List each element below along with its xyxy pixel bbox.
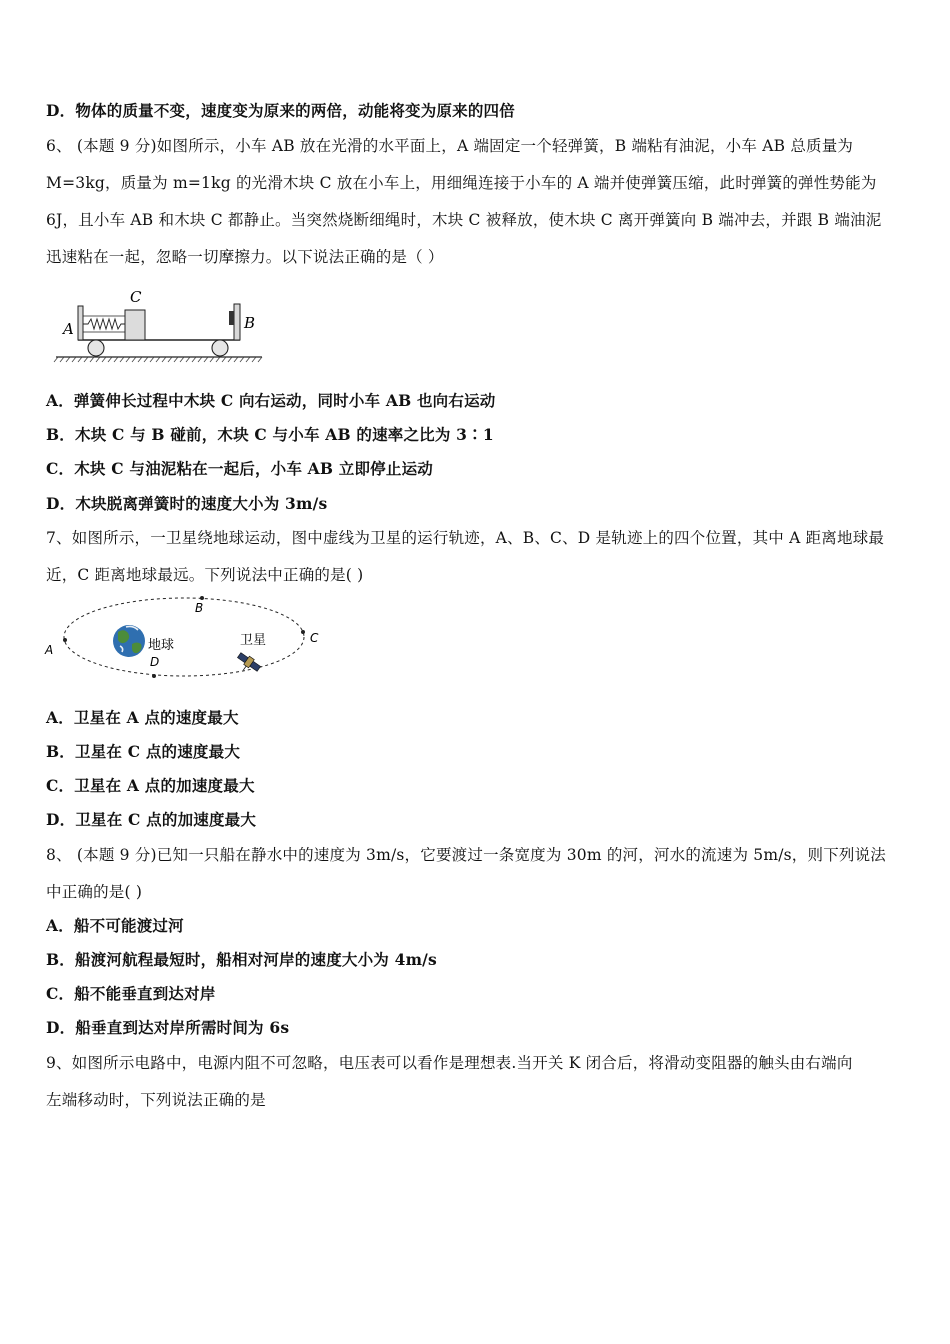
q7-figure-label-a: A	[45, 643, 54, 657]
q9-stem-line-1: 9、如图所示电路中，电源内阻不可忽略，电压表可以看作是理想表.当开关 K 闭合后，将滑动变阻器的触头由右端向	[46, 1054, 853, 1072]
q6-figure-label-b: B	[244, 314, 256, 332]
q6-stem-line-3: 6J，且小车 AB 和木块 C 都静止。当突然烧断细绳时，木块 C 被释放，使木块 C 离开弹簧向 B 端冲去，并跟 B 端油泥	[46, 211, 882, 229]
q6-option-a: A．弹簧伸长过程中木块 C 向右运动，同时小车 AB 也向右运动	[46, 391, 496, 410]
q6-stem-line-4: 迅速粘在一起，忽略一切摩擦力。以下说法正确的是（ ）	[46, 248, 444, 266]
q6-cart-spring-figure	[50, 284, 270, 364]
earth-icon	[113, 625, 145, 657]
q7-orbit-figure	[40, 594, 330, 686]
q7-stem-line-2: 近，C 距离地球最远。下列说法中正确的是( )	[46, 566, 364, 584]
q9-stem-line-2: 左端移动时，下列说法正确的是	[46, 1091, 266, 1109]
q8-option-c: C．船不能垂直到达对岸	[46, 984, 216, 1003]
q7-option-a: A．卫星在 A 点的速度最大	[46, 708, 239, 727]
q8-option-a: A．船不可能渡过河	[46, 916, 184, 935]
q7-figure-label-d: D	[150, 655, 160, 669]
q6-figure-label-a: A	[63, 320, 74, 338]
q6-option-d: D．木块脱离弹簧时的速度大小为 3m/s	[46, 494, 328, 513]
q6-stem-line-1: 6、 (本题 9 分)如图所示，小车 AB 放在光滑的水平面上，A 端固定一个轻弹簧，B 端粘有油泥，小车 AB 总质量为	[46, 137, 854, 155]
q7-option-c: C．卫星在 A 点的加速度最大	[46, 776, 255, 795]
q8-option-b: B．船渡河航程最短时，船相对河岸的速度大小为 4m/s	[46, 950, 437, 969]
satellite-icon	[233, 651, 261, 677]
q8-stem-line-2: 中正确的是( )	[46, 883, 143, 901]
q5-option-d: D．物体的质量不变，速度变为原来的两倍，动能将变为原来的四倍	[46, 101, 515, 120]
q8-stem-line-1: 8、 (本题 9 分)已知一只船在静水中的速度为 3m/s，它要渡过一条宽度为 30m 的河，河水的流速为 5m/s，则下列说法	[46, 846, 887, 864]
q6-option-b: B．木块 C 与 B 碰前，木块 C 与小车 AB 的速率之比为 3∶1	[46, 425, 494, 444]
q7-figure-satellite-label: 卫星	[240, 633, 267, 648]
q7-option-d: D．卫星在 C 点的加速度最大	[46, 810, 257, 829]
q7-figure-earth-label: 地球	[148, 638, 175, 653]
q7-figure-label-b: B	[195, 601, 204, 615]
q6-figure-label-c: C	[130, 288, 142, 306]
q6-option-c: C．木块 C 与油泥粘在一起后，小车 AB 立即停止运动	[46, 459, 433, 478]
q8-option-d: D．船垂直到达对岸所需时间为 6s	[46, 1018, 290, 1037]
q7-stem-line-1: 7、如图所示，一卫星绕地球运动，图中虚线为卫星的运行轨迹，A、B、C、D 是轨迹上的四个位置，其中 A 距离地球最	[46, 529, 885, 547]
q6-stem-line-2: M=3kg，质量为 m=1kg 的光滑木块 C 放在小车上，用细绳连接于小车的 A 端并使弹簧压缩，此时弹簧的弹性势能为	[46, 174, 877, 192]
q7-figure-label-c: C	[310, 631, 319, 645]
q7-option-b: B．卫星在 C 点的速度最大	[46, 742, 241, 761]
